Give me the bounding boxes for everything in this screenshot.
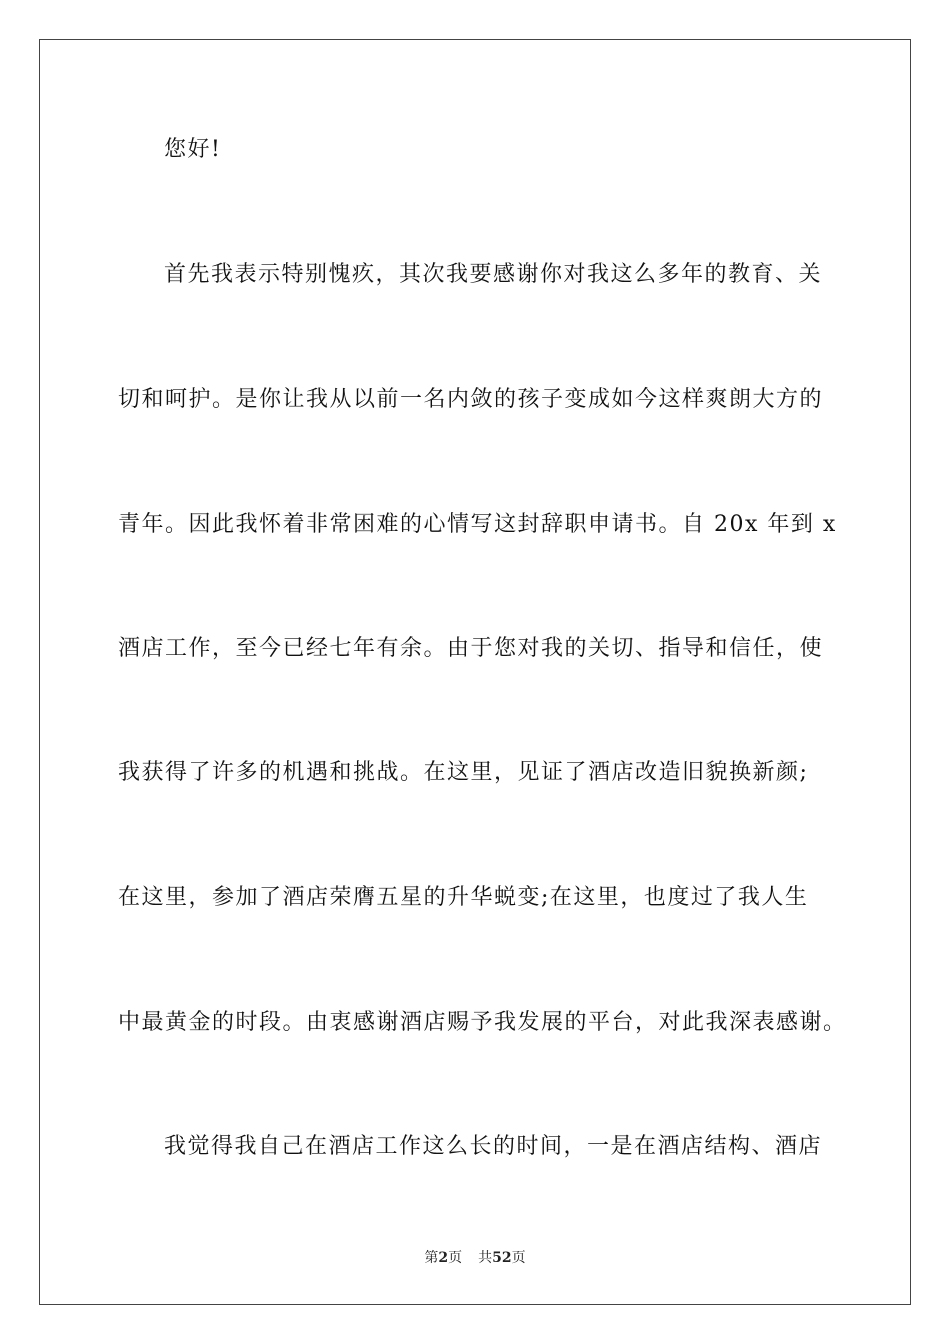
body-line: 首先我表示特别愧疚，其次我要感谢你对我这么多年的教育、关 [164,262,823,287]
greeting-line: 您好! [164,137,222,162]
total-prefix: 共 [478,1250,493,1266]
body-line: 我获得了许多的机遇和挑战。在这里，见证了酒店改造旧貌换新颜; [118,760,809,785]
body-line: 青年。因此我怀着非常困难的心情写这封辞职申请书。自 20x 年到 x [118,512,837,537]
page-suffix: 页 [448,1250,463,1266]
body-line: 酒店工作，至今已经七年有余。由于您对我的关切、指导和信任，使 [118,636,824,661]
body-line: 在这里，参加了酒店荣膺五星的升华蜕变;在这里，也度过了我人生 [118,885,809,910]
body-line: 切和呵护。是你让我从以前一名内敛的孩子变成如今这样爽朗大方的 [118,387,824,412]
page-footer [0,1250,950,1266]
page-prefix: 第 [424,1250,439,1266]
body-line: 我觉得我自己在酒店工作这么长的时间，一是在酒店结构、酒店 [164,1134,823,1159]
body-line: 中最黄金的时段。由衷感谢酒店赐予我发展的平台，对此我深表感谢。 [118,1010,847,1035]
page-number: 2 [438,1250,449,1266]
total-pages: 52 [492,1250,512,1266]
total-suffix: 页 [511,1250,526,1266]
page-frame [39,39,911,1305]
